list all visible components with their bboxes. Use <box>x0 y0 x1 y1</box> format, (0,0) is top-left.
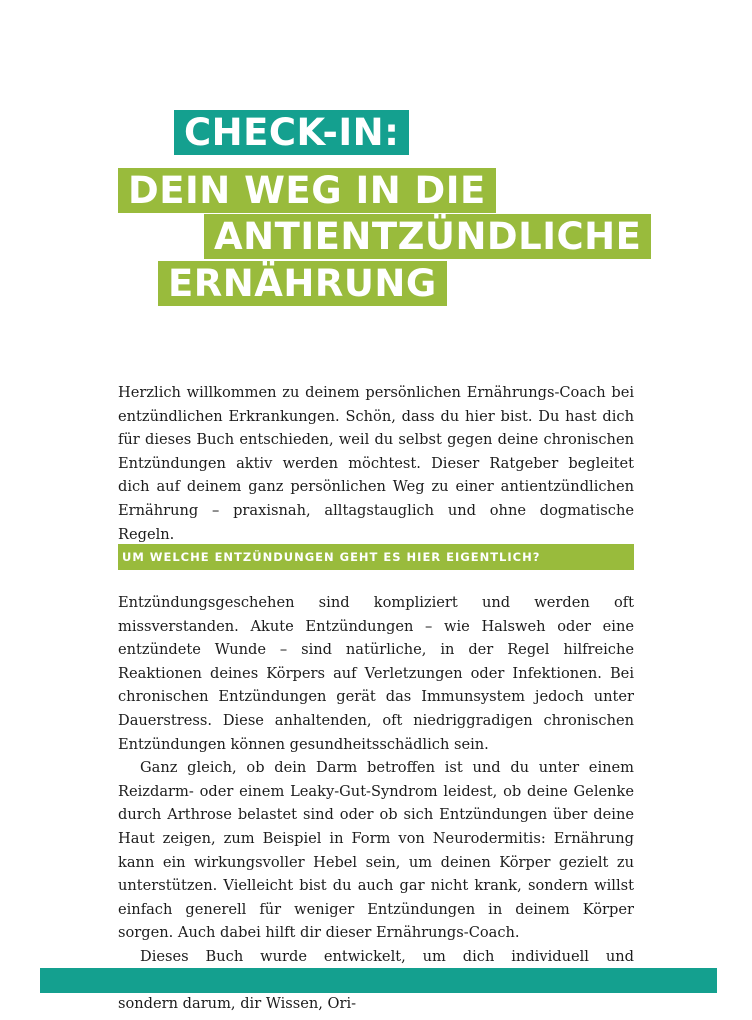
title-line-1: CHECK-IN: <box>174 110 409 155</box>
title-line-3: ANTIENTZÜNDLICHE <box>204 214 651 259</box>
body-paragraph-3: Dieses Buch wurde entwickelt, um dich individuell und sondern darum, dir Wissen, Ori- <box>118 947 634 1013</box>
intro-paragraph <box>118 381 634 546</box>
title-line-2: DEIN WEG IN DIE <box>118 168 496 213</box>
footer-bar <box>40 968 717 993</box>
body-paragraph-1: Entzündungsgeschehen sind kompliziert und werden oft missverstanden. Akute Entzündungen – wie Halsweh oder eine entzündete Wunde – sind natürliche, in der Regel hilfreiche Reaktionen deines Körpers auf Verletzungen oder Infektionen. Bei chronischen Entzündungen gerät das Immunsystem jedoch unter Dauerstress. Diese anhaltenden, oft niedriggradigen chronischen Entzündungen können gesundheitsschädlich sein. <box>118 594 634 753</box>
section-heading: UM WELCHE ENTZÜNDUNGEN GEHT ES HIER EIGENTLICH? <box>118 544 634 570</box>
section-body <box>118 591 634 1016</box>
body-paragraph-2: Ganz gleich, ob dein Darm betroffen ist und du unter einem Reizdarm- oder einem Leaky-Gut-Syndrom leidest, ob deine Gelenke durch Arthrose belastet sind oder ob sich Entzündungen über deine Haut zeigen, zum Beispiel in Form von Neurodermitis: Ernährung kann ein wirkungsvoller Hebel sein, um deinen Körper gezielt zu unterstützen. Vielleicht bist du auch gar nicht krank, sondern willst einfach generell für weniger Entzündungen in deinem Körper sorgen. Auch dabei hilft dir dieser Ernährungs-Coach. <box>118 759 634 942</box>
intro-text: Herzlich willkommen zu deinem persönlichen Ernährungs-Coach bei entzündlichen Erkrankungen. Schön, dass du hier bist. Du hast dich für dieses Buch entschieden, weil du selbst gegen deine chronischen Entzündungen aktiv werden möchtest. Dieser Ratgeber begleitet dich auf deinem ganz persönlichen Weg zu einer antientzündlichen Ernährung – praxisnah, alltagstauglich und ohne dogmatische Regeln. <box>118 384 634 543</box>
title-line-4: ERNÄHRUNG <box>158 261 447 306</box>
